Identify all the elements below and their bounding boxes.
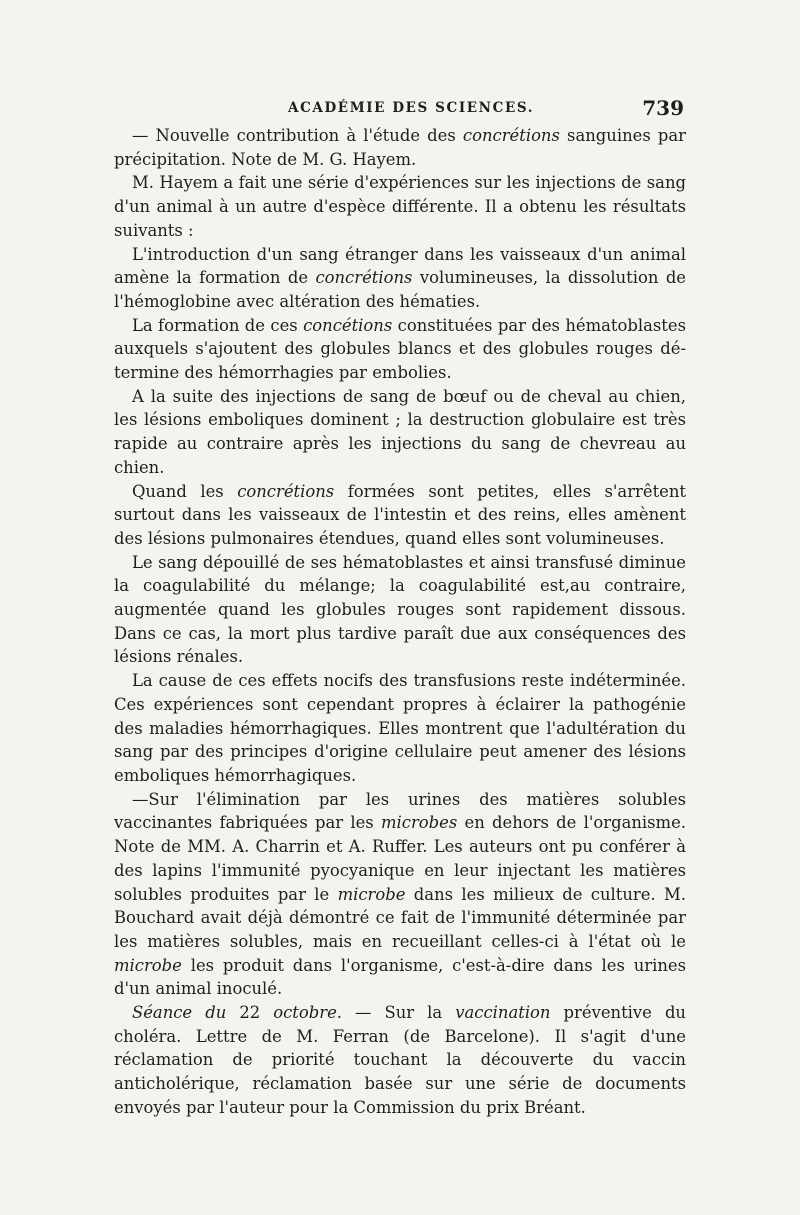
- text-run: — Nouvelle contribution à l'étude des: [132, 126, 463, 145]
- italic-text: octobre: [273, 1003, 337, 1023]
- text-run: Le sang dépouillé de ses hématoblastes et ainsi transfusé diminue la coagulabilité du mélange; la coagulabilité est,au contraire, augmentée quand les globules rouges sont rapidement dissous. Dans ce cas, la mort plus tardive paraît due aux conséquences des lésions rénales.: [114, 552, 686, 667]
- text-run: en dehors de l'organisme. Note de MM. A. Charrin et A. Ruffer. Les auteurs ont pu conférer à des lapins l'immunité pyocyanique en leur injectant les matières solubles produites par le: [114, 813, 686, 904]
- paragraph: [114, 124, 686, 171]
- text-run: les produit dans l'organisme, c'est-à-dire dans les urines d'un animal inoculé.: [114, 955, 686, 999]
- paragraph: [114, 788, 686, 1001]
- text-run: Quand les: [132, 481, 238, 501]
- paragraph: [114, 669, 686, 788]
- text-run: préventive du choléra. Lettre de M. Ferran (de Barcelone). Il s'agit d'une réclamation de priorité touchant la découverte du vaccin anticholérique, réclamation basée sur une série de documents envoyés par l'auteur pour la Commission du prix Bréant.: [114, 1003, 686, 1117]
- text-run: . — Sur la: [336, 1003, 456, 1023]
- paragraph: [114, 243, 686, 314]
- italic-text: concrétions: [237, 481, 335, 501]
- text-run: L'introduction d'un sang étranger dans les vaisseaux d'un animal amène la formation de: [114, 244, 686, 288]
- text-run: M. Hayem a fait une série d'expériences sur les injections de sang d'un animal à un autre d'espèce différente. Il a obtenu les résultats suivants :: [114, 173, 686, 240]
- text-run: formées sont petites, elles s'arrêtent surtout dans les vaisseaux de l'intestin et des reins, elles amènent des lésions pulmonaires étendues, quand elles sont volumineuses.: [114, 481, 687, 548]
- text-run: A la suite des injections de sang de bœuf ou de cheval au chien, les lésions emboliques dominent ; la destruction globulaire est très rapide au contraire après les injections du sang de chevreau au chien.: [114, 386, 686, 477]
- italic-text: concétions: [303, 315, 393, 335]
- page-number: 739: [642, 96, 684, 120]
- text-run: —Sur l'élimination par les urines des matières solubles vaccinantes fabriquées par les: [114, 789, 686, 833]
- paragraph: [114, 385, 686, 480]
- text-run: sanguines par précipitation. Note de M. G. Hayem.: [114, 126, 686, 169]
- italic-text: vaccination: [455, 1003, 551, 1023]
- text-run: La cause de ces effets nocifs des transfusions reste indéterminée. Ces expériences sont cependant propres à éclairer la pathogénie des maladies hémorrhagiques. Elles montrent que l'adultération du sang par des principes d'origine cellulaire peut amener des lésions emboliques hémorrhagiques.: [114, 671, 686, 785]
- text-run: La formation de ces: [132, 315, 304, 335]
- paragraph: [114, 1001, 686, 1120]
- italic-text: concrétions: [315, 268, 413, 288]
- paragraph: [114, 480, 686, 551]
- text-run: constituées par des hématoblastes auxquels s'ajoutent des globules blancs et des globules rouges détermine des hémorrhagies par embolies.: [114, 315, 686, 383]
- running-title: ACADÉMIE DES SCIENCES.: [288, 100, 535, 116]
- italic-text: concrétions: [462, 126, 560, 145]
- text-run: volumineuses, la dissolution de l'hémoglobine avec altération des hématies.: [114, 268, 687, 311]
- text-run: 22: [226, 1003, 274, 1023]
- italic-text: Séance du: [132, 1003, 227, 1023]
- italic-text: microbe: [337, 884, 406, 904]
- paragraph: [114, 551, 686, 670]
- text-run: dans les milieux de culture. M. Bouchard avait déjà démontré ce fait de l'immunité déterminée par les matières solubles, mais en recueillant celles-ci à l'état où le: [114, 884, 686, 951]
- paragraph: [114, 314, 686, 385]
- body-text: [114, 124, 686, 1120]
- italic-text: microbe: [114, 955, 182, 975]
- italic-text: microbes: [380, 813, 458, 833]
- paragraph: [114, 171, 686, 242]
- running-head: [114, 96, 684, 122]
